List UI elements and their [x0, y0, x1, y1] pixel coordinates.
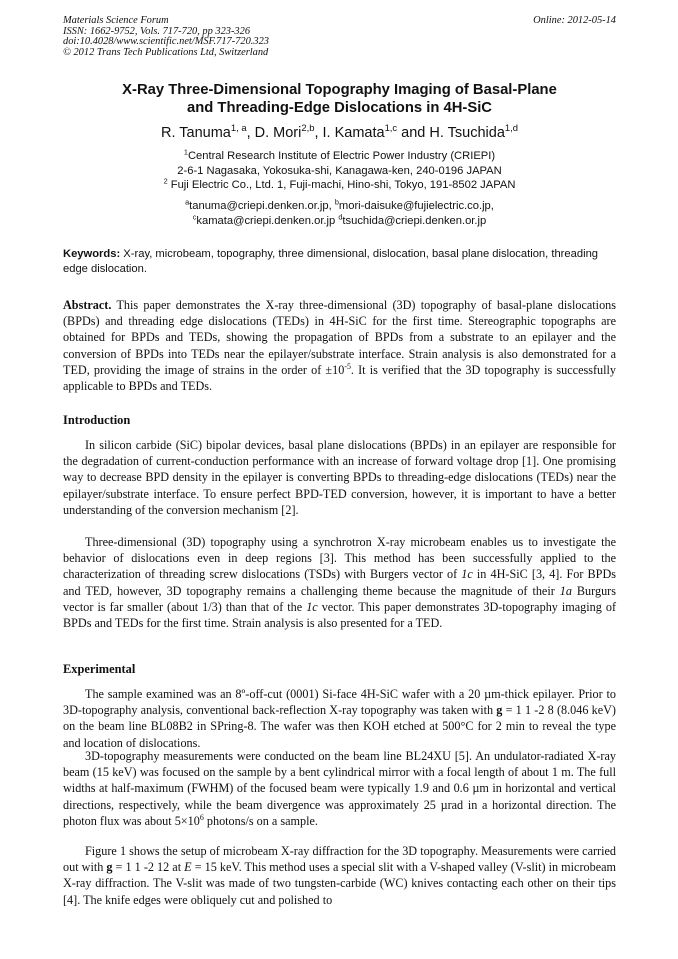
- journal-name: Materials Science Forum: [63, 15, 169, 26]
- author-name: H. Tsuchida: [429, 125, 505, 141]
- abstract-exponent: -5: [344, 361, 351, 371]
- email-address[interactable]: mori-daisuke@fujielectric.co.jp,: [338, 200, 494, 212]
- title-line-2: and Threading-Edge Dislocations in 4H-SiC: [186, 100, 492, 116]
- experimental-paragraph-3: [63, 843, 616, 908]
- doi-line: doi:10.4028/www.scientific.net/MSF.717-720.323: [63, 36, 269, 48]
- experimental-paragraph-1: [63, 686, 616, 751]
- g-vector: g: [496, 703, 503, 718]
- email-address[interactable]: tanuma@criepi.denken.or.jp,: [189, 200, 335, 212]
- affiliation-1-address: 2-6-1 Nagasaka, Yokosuka-shi, Kanagawa-ken, 240-0196 JAPAN: [177, 164, 502, 177]
- paragraph-text: = 1 1 -2 12 at: [112, 860, 185, 875]
- author-affiliation-mark: 2,b: [301, 122, 315, 134]
- email-line-2: [63, 214, 616, 229]
- keywords-label: Keywords:: [63, 248, 121, 260]
- abstract-label: Abstract.: [63, 298, 112, 312]
- burgers-vector: 1c: [306, 599, 318, 614]
- affiliation-text: Central Research Institute of Electric Power Industry (CRIEPI): [187, 150, 496, 162]
- paragraph-text: photons/s on a sample.: [203, 813, 318, 828]
- email-address[interactable]: tsuchida@criepi.denken.or.jp: [342, 215, 487, 228]
- introduction-paragraph-2: [63, 534, 616, 631]
- energy-symbol: E: [184, 860, 192, 875]
- affiliation-text: Fuji Electric Co., Ltd. 1, Fuji-machi, Hino-shi, Tokyo, 191-8502 JAPAN: [167, 179, 516, 192]
- email-mark: b: [334, 197, 339, 207]
- email-mark: c: [192, 212, 197, 222]
- author-affiliation-mark: 1, a: [230, 122, 247, 134]
- experimental-paragraph-2: [63, 748, 616, 829]
- paragraph-text: Burgurs vector is far smaller (about 1/3) than that of the: [63, 583, 616, 614]
- introduction-heading: Introduction: [63, 413, 131, 427]
- paragraph-text: vector. This paper demonstrates 3D-topography imaging of BPDs and TEDs for the first time. Strain analysis is also presented for a TED.: [63, 599, 617, 631]
- keywords-text: X-ray, microbeam, topography, three dimensional, dislocation, basal plane dislocation, threading edge dislocation.: [63, 248, 599, 275]
- online-date: Online: 2012-05-14: [533, 15, 616, 26]
- keywords: [63, 247, 616, 276]
- experimental-heading: Experimental: [63, 662, 136, 676]
- exponent: 6: [199, 812, 204, 822]
- author-separator: ,: [246, 125, 255, 141]
- paragraph-text: in 4H-SiC [3, 4]. For BPDs and TED, however, 3D topography remains a challenging theme because the magnitude of their: [63, 567, 616, 598]
- author-affiliation-mark: 1,c: [384, 122, 398, 134]
- paper-title: [63, 81, 616, 117]
- affiliations: [63, 149, 616, 193]
- paragraph-text: = 1 1 -2 8 (8.046 keV) on the beam line BL08B2 in SPring-8. The wafer was then KOH etched at 500°C for 2 min to reveal the type and location of dislocations.: [63, 703, 616, 750]
- author-separator: ,: [314, 125, 323, 141]
- paragraph-text: 3D-topography measurements were conducted on the beam line BL24XU [5]. An undulator-radiated X-ray beam (15 keV) was focused on the sample by a bent cylindrical mirror with a focal length of about 1 m. The full widths at half-maximum (FWHM) of the focused beam were typically 1.9 and 0.6 µm in horizontal and vertical directions, respectively, while the beam divergence was approximately 25 µrad in a horizontal direction. The photon flux was about 5×10: [63, 749, 616, 828]
- abstract-text-end: . It is verified that the 3D topography is successfully applicable to BPDs and TEDs.: [63, 362, 616, 394]
- title-line-1: X-Ray Three-Dimensional Topography Imaging of Basal-Plane: [122, 82, 557, 98]
- introduction-paragraph-1: In silicon carbide (SiC) bipolar devices, basal plane dislocations (BPDs) in an epilayer are responsible for the degradation of current-conduction performance with an increase of forward voltage drop [1]. One promising way to decrease BPD density in the epilayer is converting BPDs to threading-edge dislocations (TEDs) near the epilayer/substrate interface. To ensure perfect BPD-TED conversion, however, it is important to have a better understanding of the conversion mechanism [2].: [63, 438, 616, 517]
- email-mark: d: [338, 212, 343, 222]
- copyright-line: © 2012 Trans Tech Publications Ltd, Switzerland: [63, 46, 269, 58]
- email-mark: a: [185, 197, 190, 207]
- g-vector: g: [106, 860, 113, 875]
- abstract: [63, 297, 616, 394]
- paragraph-text: Figure 1 shows the setup of microbeam X-ray diffraction for the 3D topography. Measurements were carried out with: [63, 844, 616, 875]
- paragraph-text: Three-dimensional (3D) topography using a synchrotron X-ray microbeam enables us to investigate the behavior of dislocations even in deep regions [3]. This method has been successfully applied to the characterization of threading screw dislocations (TSDs) with Burgers vector of: [63, 535, 616, 582]
- publication-header: [63, 16, 616, 58]
- author-name: R. Tanuma: [161, 125, 231, 141]
- burgers-vector: 1c: [461, 567, 473, 582]
- affiliation-2: [63, 178, 616, 193]
- paragraph-text: = 15 keV. This method uses a special slit with a V-shaped valley (V-slit) in microbeam X-ray diffraction. The V-slit was made of two tungsten-carbide (WC) knives contacting each other on their tips [4]. The knife edges were obliquely cut and polished to: [63, 860, 616, 907]
- author-name: I. Kamata: [322, 125, 385, 141]
- author-separator: and: [397, 125, 430, 141]
- issn-line: ISSN: 1662-9752, Vols. 717-720, pp 323-326: [63, 25, 251, 37]
- author-emails: [63, 199, 616, 229]
- paragraph-text: The sample examined was an 8º-off-cut (0001) Si-face 4H-SiC wafer with a 20 µm-thick epilayer. Prior to 3D-topography analysis, conventional back-reflection X-ray topography was taken with: [63, 687, 616, 718]
- abstract-text: This paper demonstrates the X-ray three-dimensional (3D) topography of basal-plane dislocations (BPDs) and threading edge dislocations (TEDs) in 4H-SiC for the first time. Stereographic topographs are obtained for BPDs and TEDs, showing the propagation of BPDs from a substrate to an epilayer and the conversion of BPDs into TEDs near the epilayer/substrate interface. Strain analysis is also demonstrated for a TED, providing the image of strains in the order of ±10: [63, 298, 616, 377]
- author-affiliation-mark: 1,d: [504, 122, 518, 134]
- affiliation-mark: 1: [183, 147, 188, 157]
- author-name: D. Mori: [254, 125, 302, 141]
- affiliation-mark: 2: [163, 176, 168, 186]
- burgers-vector: 1a: [559, 583, 572, 598]
- affiliation-1: [63, 149, 616, 164]
- email-address[interactable]: kamata@criepi.denken.or.jp: [196, 215, 339, 228]
- author-list: [63, 124, 616, 142]
